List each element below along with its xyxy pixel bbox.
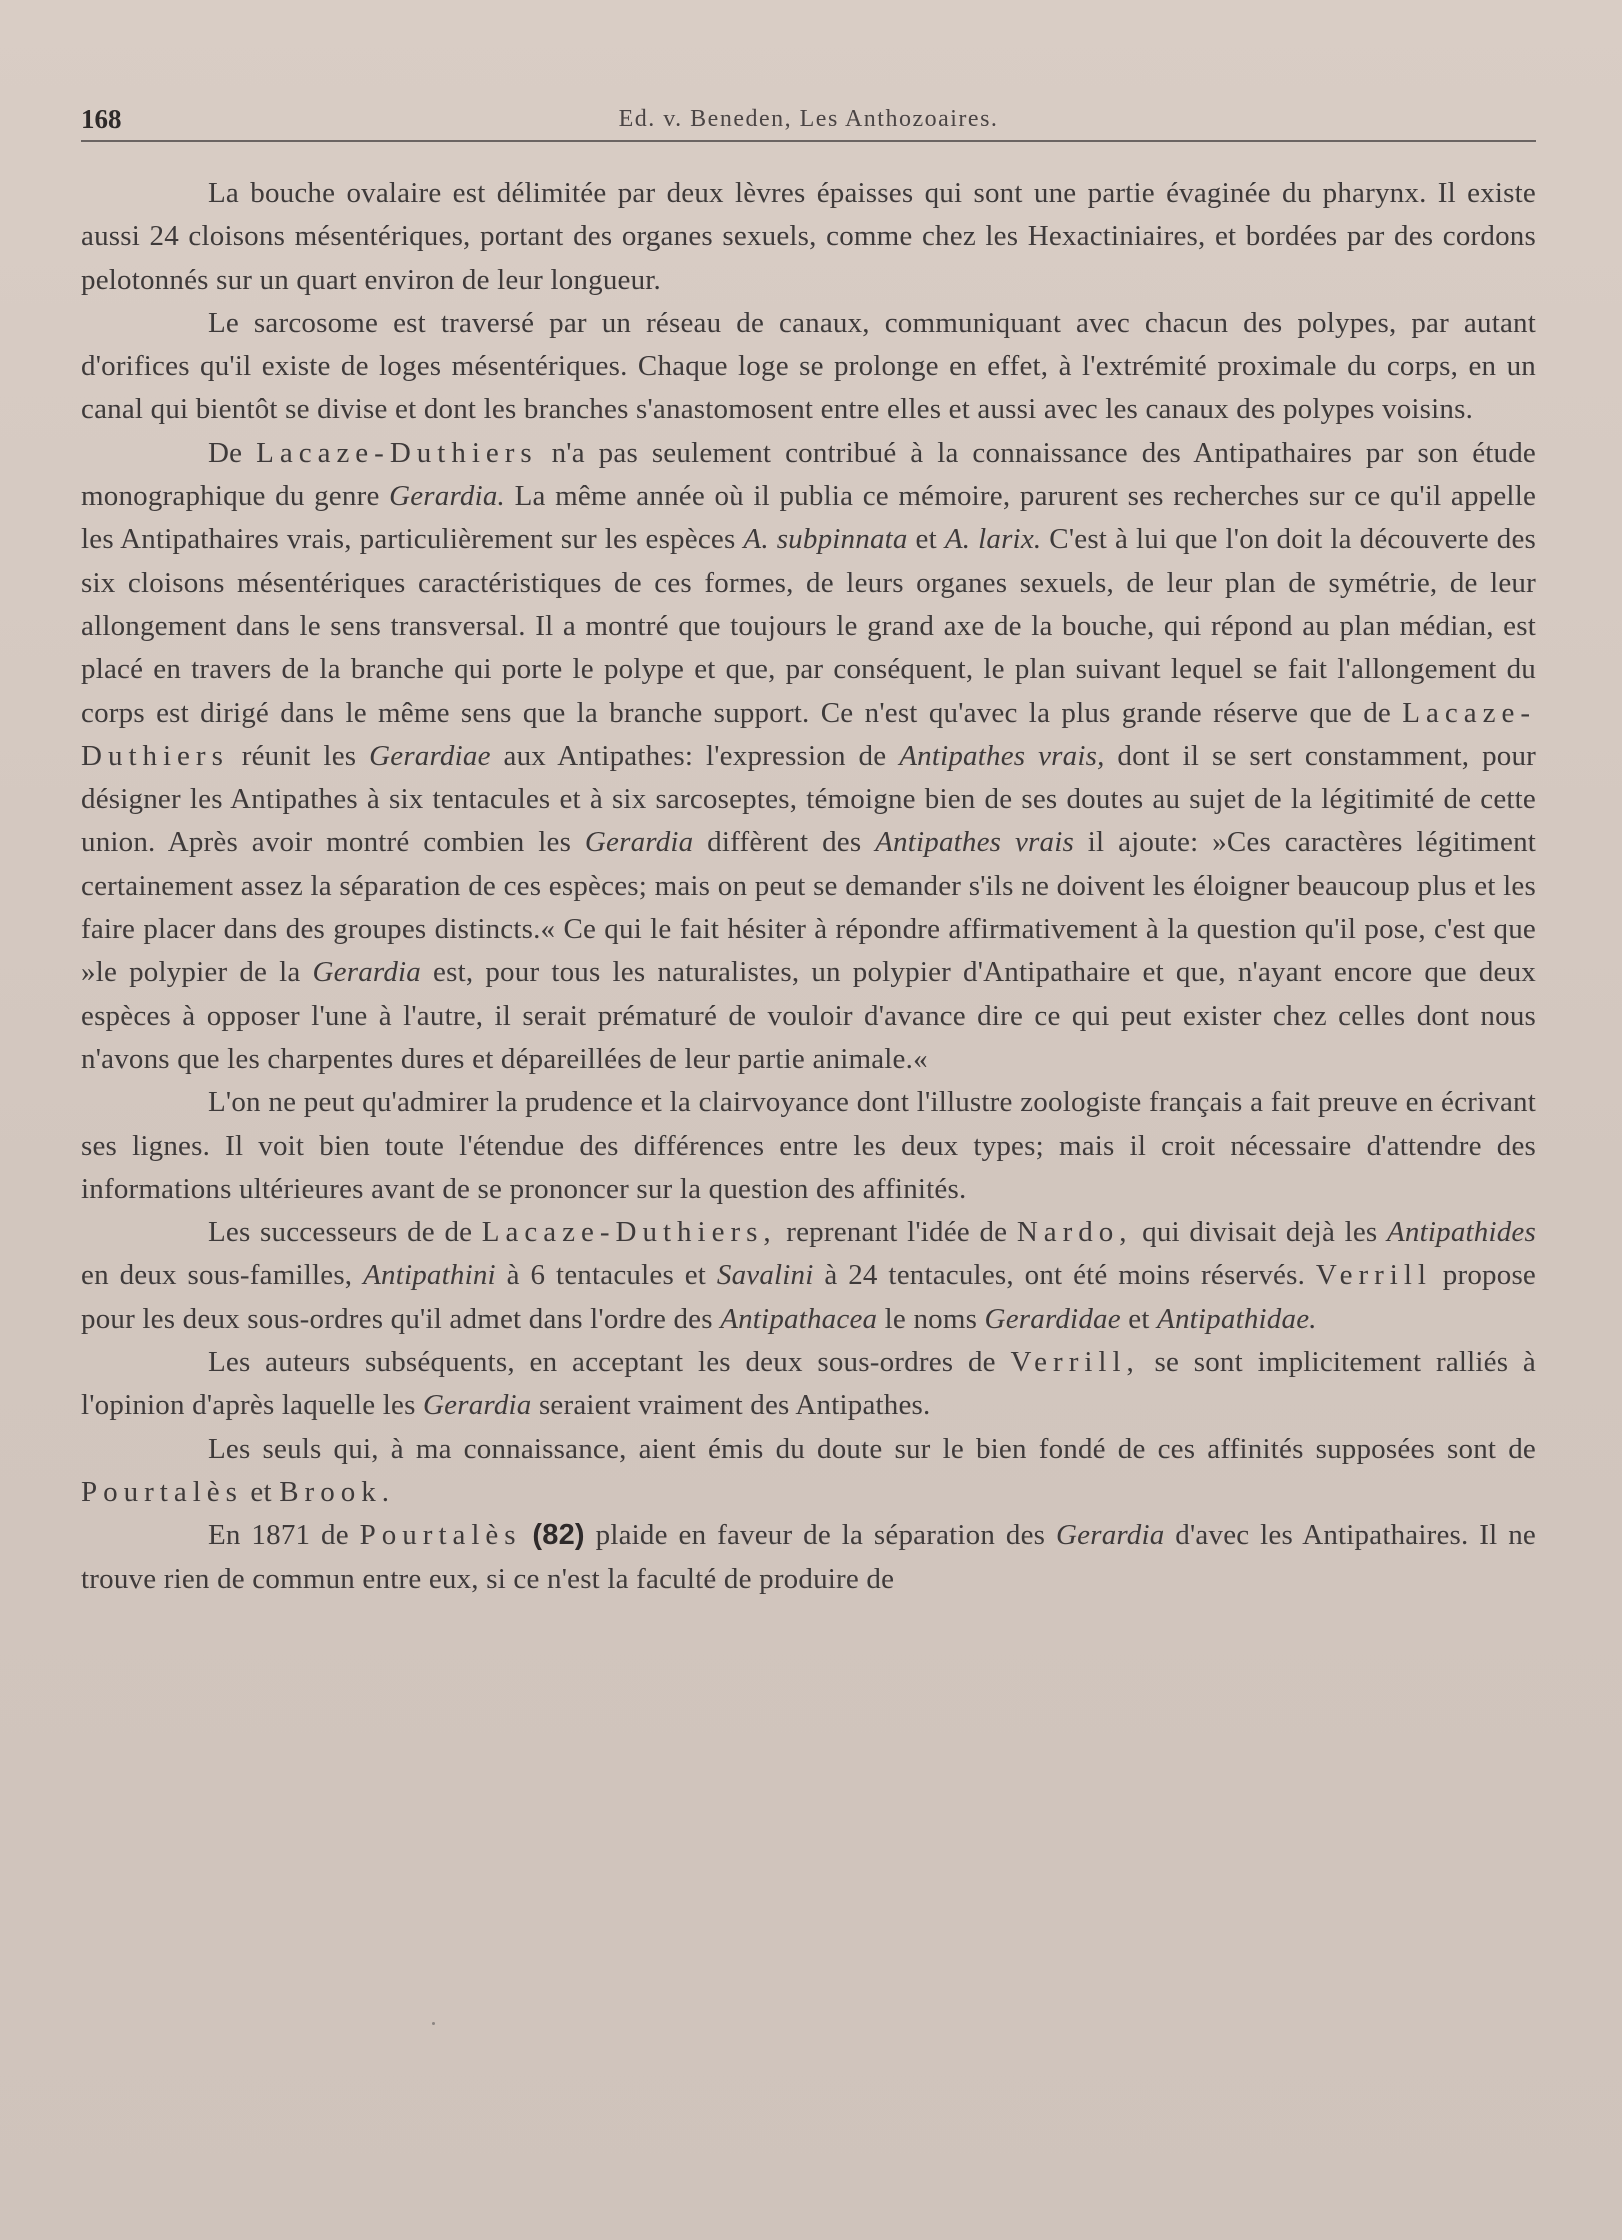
text-run: qui divisait dejà les <box>1142 1216 1378 1249</box>
text-run: à 24 tentacules, ont été moins réservés. <box>824 1259 1306 1292</box>
text-run: plaide en faveur de la séparation des <box>595 1519 1046 1552</box>
paragraph-successors <box>81 1211 1536 1341</box>
taxon-name: Gerardia. <box>389 480 505 513</box>
text-run: en deux sous-familles, <box>81 1259 353 1292</box>
paper-speck <box>432 2022 435 2025</box>
taxon-name: Antipathides <box>1386 1216 1536 1249</box>
taxon-name: Gerardia <box>584 826 694 859</box>
text-run: Les auteurs subséquents, en acceptant les deux sous-ordres de <box>208 1346 996 1379</box>
body-text <box>81 172 1536 1601</box>
paragraph-sarcosome: Le sarcosome est traversé par un réseau de canaux, communiquant avec chacun des polypes, par autant d'orifices qu'il existe de loges mésentériques. Chaque loge se prolonge en effet, à l'extrémité proximale du corps, en un canal qui bientôt se divise et dont les branches s'anastomosent entre elles et aussi avec les canaux des polypes voisins. <box>81 306 1536 426</box>
taxon-name: Antipathes vrais, <box>899 739 1105 772</box>
text-run: En 1871 de <box>208 1519 349 1552</box>
text-run: et <box>1128 1302 1150 1335</box>
text-run: La même année où il publia ce mémoire, parurent ses recherches sur ce qu'il appelle les Antipathaires vrais, particulièrement sur les espèces <box>81 480 1537 556</box>
taxon-name: Antipathes vrais <box>875 826 1074 859</box>
author-name: Verrill <box>1315 1259 1432 1292</box>
paragraph-later-authors <box>81 1341 1536 1428</box>
text-run: aux Antipathes: l'expression de <box>503 739 887 772</box>
author-name: Pourtalès <box>359 1519 522 1552</box>
taxon-name: Antipathidae. <box>1157 1302 1317 1335</box>
author-name: Lacaze-Duthiers <box>256 436 538 469</box>
header-rule <box>81 140 1536 142</box>
taxon-name: Gerardia <box>1056 1519 1165 1552</box>
paragraph-pourtales <box>81 1514 1536 1601</box>
taxon-name: Antipathacea <box>720 1302 878 1335</box>
taxon-name: Gerardiae <box>369 739 491 772</box>
author-name: Lacaze-Duthiers <box>81 696 1536 772</box>
paragraph-lacaze-duthiers <box>81 432 1536 1081</box>
text-run: diffèrent des <box>707 826 862 859</box>
taxon-name: Gerardidae <box>984 1302 1121 1335</box>
author-name: Brook. <box>279 1475 395 1508</box>
text-run: d'avec les Antipathaires. Il ne trouve rien de commun entre eux, si ce n'est la faculté de produire de <box>81 1519 1536 1595</box>
text-run: se sont implicitement ralliés à l'opinion d'après laquelle les <box>81 1346 1536 1422</box>
author-name: Lacaze-Duthiers, <box>481 1216 777 1249</box>
author-name: Pourtalès <box>81 1475 243 1508</box>
text-run: il ajoute: »Ces caractères légitiment certainement assez la séparation de ces espèces; mais on peut se demander s'ils ne doivent les éloigner beaucoup plus et les faire placer dans des groupes distincts.« Ce qui le fait hésiter à répondre affirmativement à la question qu'il pose, c'est que »le polypier de la <box>81 826 1537 989</box>
paragraph-prudence: L'on ne peut qu'admirer la prudence et la clairvoyance dont l'illustre zoologiste français a fait preuve en écrivant ses lignes. Il voit bien toute l'étendue des différences entre les deux types; mais il croit nécessaire d'attendre des informations ultérieures avant de se prononcer sur la question des affinités. <box>81 1086 1536 1205</box>
page-header <box>81 104 1536 144</box>
text-run: C'est à lui que l'on doit la découverte des six cloisons mésentériques caractéristiques de ces formes, de leurs organes sexuels, de leur plan de symétrie, de leur allongement dans le sens transversal. Il a montré que toujours le grand axe de la bouche, qui répond au plan médian, est placé en travers de la branche qui porte le polype et que, par conséquent, le plan suivant lequel se fait l'allongement du corps est dirigé dans le même sens que la branche support. Ce n'est qu'avec la plus grande réserve que de <box>81 523 1537 729</box>
text-run: reprenant l'idée de <box>786 1216 1008 1249</box>
text-run: dont il se sert constamment, pour désigner les Antipathes à six tentacules et à six sarcoseptes, témoigne bien de ses doutes au sujet de la légitimité de cette union. Après avoir montré combien les <box>81 739 1537 859</box>
taxon-name: A. larix. <box>944 523 1042 556</box>
text-run: De <box>208 436 243 469</box>
taxon-name: Antipathini <box>363 1259 496 1292</box>
author-name: Verrill, <box>1010 1346 1140 1379</box>
text-run: seraient vraiment des Antipathes. <box>538 1389 931 1422</box>
text-run: à 6 tentacules et <box>506 1259 707 1292</box>
author-name: Nardo, <box>1016 1216 1133 1249</box>
running-title: Ed. v. Beneden, Les Anthozoaires. <box>618 106 999 132</box>
text-run: Les seuls qui, à ma connaissance, aient émis du doute sur le bien fondé de ces affinités supposées sont de <box>208 1432 1536 1465</box>
paragraph-mouth: La bouche ovalaire est délimitée par deux lèvres épaisses qui sont une partie évaginée du pharynx. Il existe aussi 24 cloisons mésentériques, portant des organes sexuels, comme chez les Hexactiniaires, et bordées par des cordons pelotonnés sur un quart environ de leur longueur. <box>81 177 1536 296</box>
text-run: n'a pas seulement contribué à la connaissance des Antipathaires par son étude monographique du genre <box>81 436 1537 513</box>
text-run: et <box>250 1475 272 1508</box>
taxon-name: Gerardia <box>423 1389 532 1422</box>
text-run: le noms <box>884 1302 978 1335</box>
page-number: 168 <box>81 104 122 134</box>
reference-number: (82) <box>532 1519 585 1552</box>
text-run: propose pour les deux sous-ordres qu'il admet dans l'ordre des <box>81 1259 1536 1335</box>
text-run: réunit les <box>241 739 357 772</box>
text-run: Les successeurs de de <box>208 1216 473 1249</box>
taxon-name: Gerardia <box>312 956 421 989</box>
text-run: est, pour tous les naturalistes, un polypier d'Antipathaire et que, n'ayant encore que deux espèces à opposer l'une à l'autre, il serait prématuré de vouloir d'avance dire ce qui peut exister chez celles dont nous n'avons que les charpentes dures et dépareillées de leur partie animale.« <box>81 956 1537 1075</box>
taxon-name: Savalini <box>716 1259 814 1292</box>
paragraph-doubters <box>81 1428 1536 1515</box>
taxon-name: A. subpinnata <box>743 523 908 556</box>
text-run: et <box>915 523 937 556</box>
